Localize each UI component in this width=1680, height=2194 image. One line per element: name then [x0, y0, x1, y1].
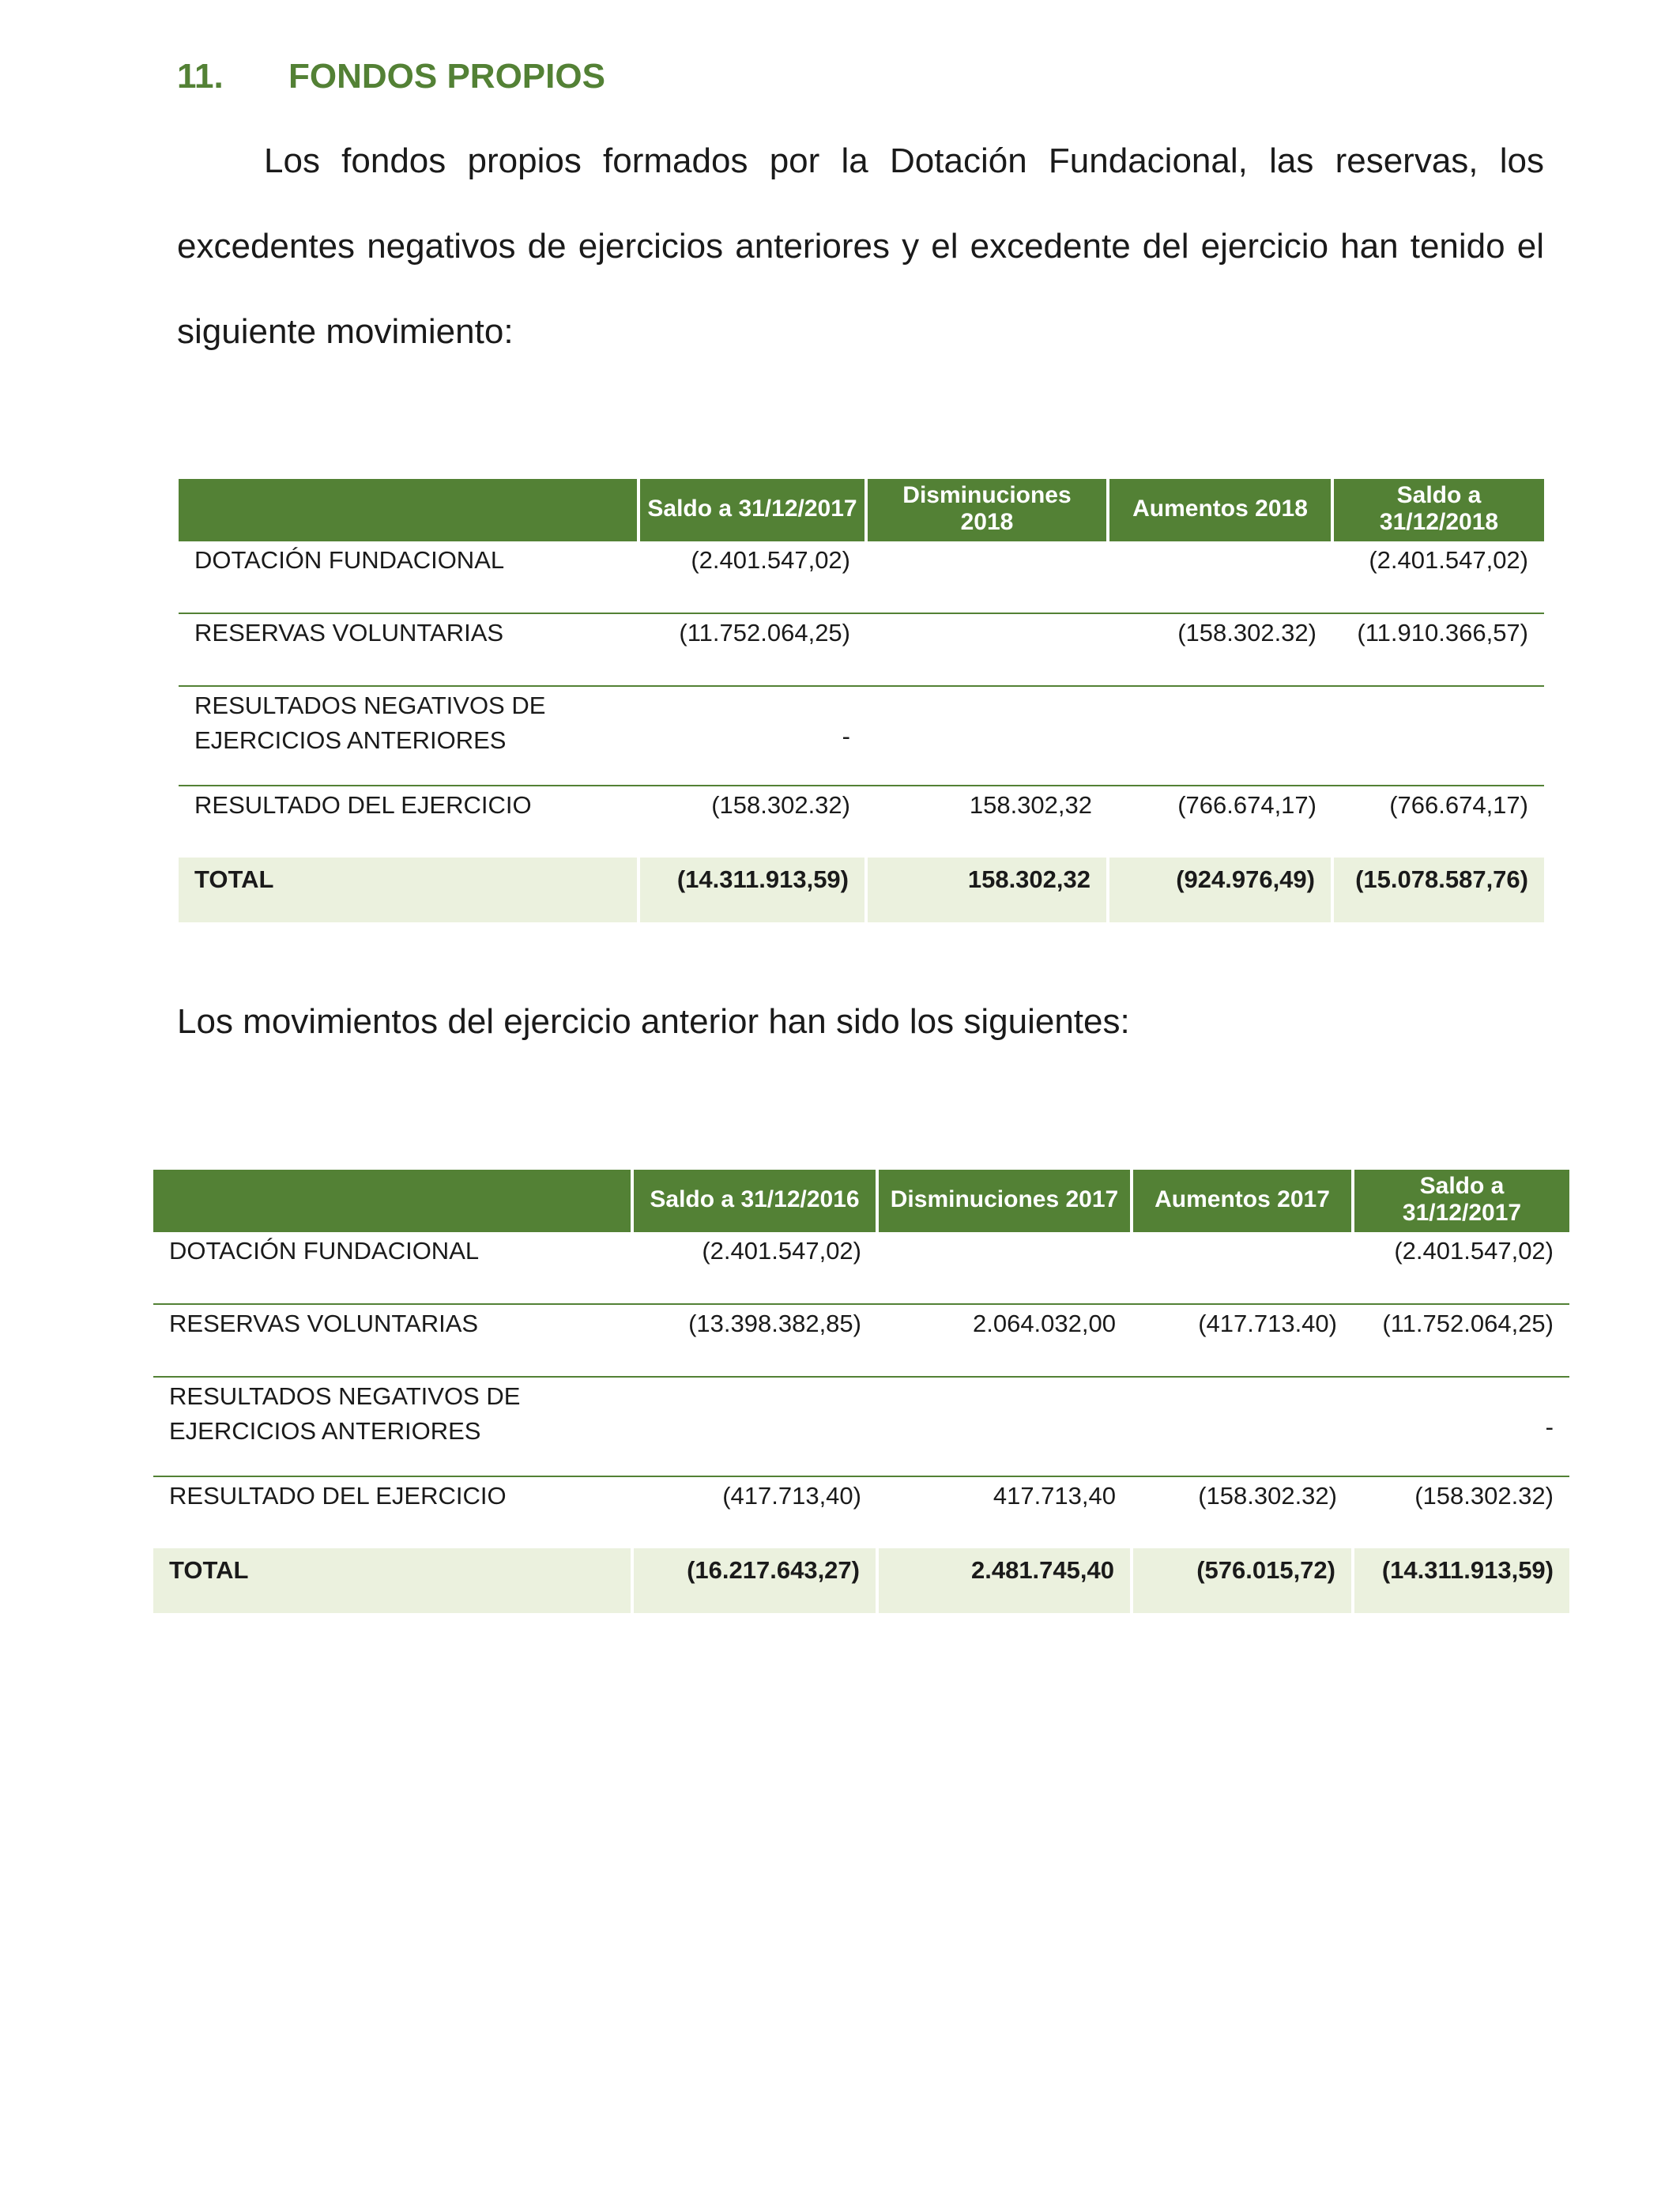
total-cell: (14.311.913,59) — [1353, 1548, 1569, 1613]
section-heading — [177, 57, 605, 96]
table-cell: (11.910.366,57) — [1332, 613, 1544, 686]
header-cell: Aumentos 2018 — [1108, 479, 1332, 541]
table-header-row — [179, 479, 1544, 541]
table-cell: (158.302.32) — [1108, 613, 1332, 686]
header-cell — [153, 1170, 632, 1231]
intro2-paragraph: Los movimientos del ejercicio anterior han sido los siguientes: — [177, 1002, 1130, 1041]
table-cell — [866, 541, 1108, 614]
table-cell — [1332, 686, 1544, 786]
table-cell: (766.674,17) — [1389, 791, 1528, 819]
table-cell: (13.398.382,85) — [632, 1304, 877, 1377]
total-row — [179, 858, 1544, 922]
table-2017 — [153, 1170, 1569, 1613]
table-row — [179, 686, 1544, 786]
table-cell: 417.713,40 — [993, 1482, 1116, 1510]
header-cell: Disminuciones 2018 — [866, 479, 1108, 541]
header-cell: Saldo a 31/12/2016 — [632, 1170, 877, 1231]
row-label: DOTACIÓN FUNDACIONAL — [153, 1231, 632, 1305]
total-cell: 158.302,32 — [866, 858, 1108, 922]
total-label: TOTAL — [179, 858, 638, 922]
total-cell: (15.078.587,76) — [1332, 858, 1544, 922]
table-row — [153, 1377, 1569, 1476]
table-cell: (158.302.32) — [1414, 1482, 1554, 1510]
section-title: FONDOS PROPIOS — [288, 57, 605, 96]
row-label: RESERVAS VOLUNTARIAS — [179, 613, 638, 686]
header-cell — [179, 479, 638, 541]
table-cell: (417.713,40) — [722, 1482, 861, 1510]
total-cell: 2.481.745,40 — [877, 1548, 1132, 1613]
row-label: RESULTADO DEL EJERCICIO — [169, 1482, 507, 1510]
table-cell: (158.302.32) — [711, 791, 850, 819]
row-label: DOTACIÓN FUNDACIONAL — [179, 541, 638, 614]
table-cell — [866, 613, 1108, 686]
row-label: RESULTADO DEL EJERCICIO — [194, 791, 532, 819]
table-cell: (2.401.547,02) — [1332, 541, 1544, 614]
header-cell: Saldo a 31/12/2017 — [1353, 1170, 1569, 1231]
table-cell: 2.064.032,00 — [877, 1304, 1132, 1377]
total-cell: (14.311.913,59) — [638, 858, 866, 922]
intro-paragraph: Los fondos propios formados por la Dotación Fundacional, las reservas, los excedentes negativos de ejercicios anteriores y el excedente del ejercicio han tenido el siguiente movimiento: — [177, 141, 1544, 351]
table-cell: - — [638, 686, 866, 786]
row-label: RESULTADOS NEGATIVOS DE EJERCICIOS ANTERIORES — [179, 686, 638, 786]
row-label: RESULTADOS NEGATIVOS DE EJERCICIOS ANTERIORES — [153, 1377, 632, 1476]
table-2018 — [179, 479, 1544, 922]
table-row — [179, 786, 1544, 858]
table-cell: (11.752.064,25) — [638, 613, 866, 686]
table-cell: 158.302,32 — [969, 791, 1092, 819]
table-cell: (766.674,17) — [1177, 791, 1317, 819]
table-cell: (158.302.32) — [1198, 1482, 1337, 1510]
table-header-row — [153, 1170, 1569, 1231]
total-row — [153, 1548, 1569, 1613]
total-cell: (576.015,72) — [1132, 1548, 1353, 1613]
table-cell: (2.401.547,02) — [638, 541, 866, 614]
table-cell: (2.401.547,02) — [1353, 1231, 1569, 1305]
table-row — [179, 541, 1544, 614]
table-cell — [632, 1377, 877, 1476]
table-cell — [877, 1377, 1132, 1476]
table-cell — [1108, 686, 1332, 786]
table-row — [153, 1476, 1569, 1548]
table-cell: - — [1353, 1377, 1569, 1476]
total-cell: (924.976,49) — [1108, 858, 1332, 922]
table-row — [153, 1304, 1569, 1377]
table-cell — [1132, 1377, 1353, 1476]
table-cell — [1108, 541, 1332, 614]
header-cell: Aumentos 2017 — [1132, 1170, 1353, 1231]
section-number: 11. — [177, 57, 224, 96]
table-cell — [1132, 1231, 1353, 1305]
table-row — [179, 613, 1544, 686]
table-cell: (2.401.547,02) — [632, 1231, 877, 1305]
header-cell: Saldo a 31/12/2018 — [1332, 479, 1544, 541]
table-cell — [866, 686, 1108, 786]
table-row — [153, 1231, 1569, 1305]
table-cell — [877, 1231, 1132, 1305]
row-label: RESERVAS VOLUNTARIAS — [153, 1304, 632, 1377]
total-label: TOTAL — [153, 1548, 632, 1613]
table-cell: (417.713.40) — [1132, 1304, 1353, 1377]
total-cell: (16.217.643,27) — [632, 1548, 877, 1613]
header-cell: Saldo a 31/12/2017 — [638, 479, 866, 541]
table-cell: (11.752.064,25) — [1353, 1304, 1569, 1377]
header-cell: Disminuciones 2017 — [877, 1170, 1132, 1231]
